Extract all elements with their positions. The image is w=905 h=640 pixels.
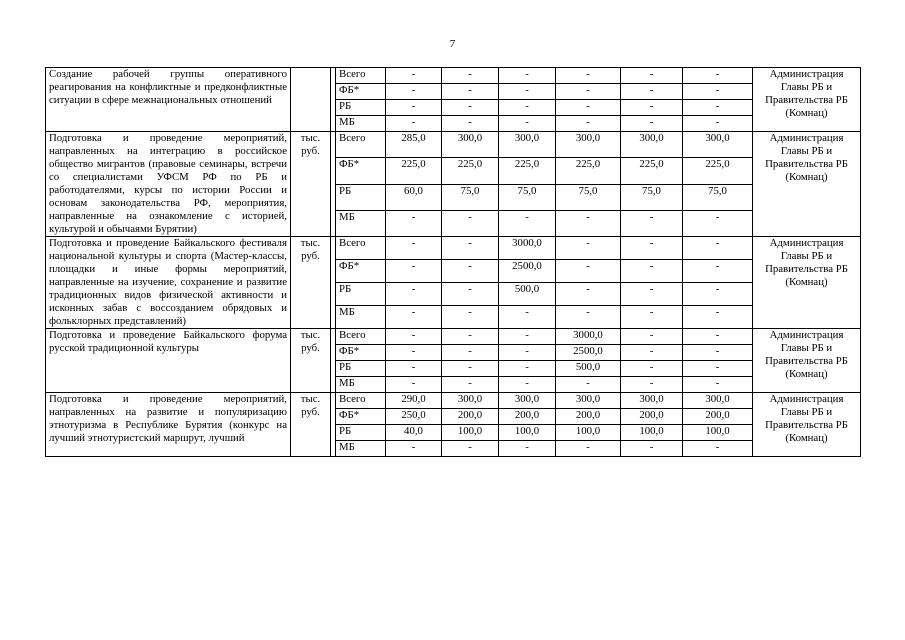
amount-cell: - — [683, 306, 753, 329]
unit-cell: тыс. руб. — [291, 237, 331, 329]
amount-cell: 250,0 — [386, 409, 442, 425]
funding-source: Всего — [336, 132, 386, 158]
amount-cell: 300,0 — [556, 393, 621, 409]
amount-cell: - — [442, 329, 499, 345]
amount-cell: - — [621, 329, 683, 345]
amount-cell: 300,0 — [499, 393, 556, 409]
table-row — [46, 68, 861, 84]
amount-cell: - — [621, 84, 683, 100]
amount-cell: 40,0 — [386, 425, 442, 441]
activity-description: Подготовка и проведение Байкальского фестиваля национальной культуры и спорта (Мастер-классы, площадки и иные формы мероприятий, направленные на изучение, сохранение и развитие традиционных видов физической активности и исконных забав с воссозданием обрядовых и фольклорных представлений) — [46, 237, 291, 329]
amount-cell: - — [442, 260, 499, 283]
amount-cell: - — [386, 84, 442, 100]
amount-cell: - — [556, 68, 621, 84]
amount-cell: - — [386, 260, 442, 283]
amount-cell: 75,0 — [621, 184, 683, 210]
table-row — [46, 393, 861, 409]
funding-source: Всего — [336, 329, 386, 345]
amount-cell: - — [683, 345, 753, 361]
amount-cell: 200,0 — [621, 409, 683, 425]
amount-cell: 300,0 — [442, 132, 499, 158]
amount-cell: 225,0 — [556, 158, 621, 184]
amount-cell: - — [683, 283, 753, 306]
funding-source: Всего — [336, 68, 386, 84]
amount-cell: 300,0 — [621, 393, 683, 409]
amount-cell: - — [442, 377, 499, 393]
amount-cell: - — [442, 361, 499, 377]
funding-source: МБ — [336, 441, 386, 457]
amount-cell: 75,0 — [442, 184, 499, 210]
amount-cell: 300,0 — [683, 393, 753, 409]
amount-cell: - — [683, 329, 753, 345]
amount-cell: - — [556, 377, 621, 393]
responsible-executor: Администрация Главы РБ и Правительства РБ (Комнац) — [753, 393, 861, 457]
amount-cell: - — [621, 345, 683, 361]
funding-source: Всего — [336, 237, 386, 260]
activity-description: Подготовка и проведение мероприятий, направленных на интеграцию в российское общество мигрантов (правовые семинары, встречи со специалистами УФСМ РФ по РБ и работодателями, курсы по истории России и основам законодательства РФ, мероприятия, направленные на ознакомление с историей, культурой и обычаями Бурятии) — [46, 132, 291, 237]
funding-source: РБ — [336, 100, 386, 116]
amount-cell: - — [683, 68, 753, 84]
amount-cell: 300,0 — [683, 132, 753, 158]
amount-cell: 300,0 — [556, 132, 621, 158]
amount-cell: 300,0 — [499, 132, 556, 158]
amount-cell: - — [556, 237, 621, 260]
table-row — [46, 237, 861, 260]
funding-source: РБ — [336, 425, 386, 441]
amount-cell: 3000,0 — [499, 237, 556, 260]
amount-cell: - — [386, 361, 442, 377]
amount-cell: - — [386, 100, 442, 116]
amount-cell: - — [621, 306, 683, 329]
amount-cell: 75,0 — [499, 184, 556, 210]
amount-cell: 100,0 — [442, 425, 499, 441]
amount-cell: 200,0 — [683, 409, 753, 425]
funding-source: ФБ* — [336, 158, 386, 184]
amount-cell: - — [442, 210, 499, 236]
unit-cell: тыс. руб. — [291, 393, 331, 457]
amount-cell: - — [621, 260, 683, 283]
unit-cell: тыс. руб. — [291, 132, 331, 237]
activity-description: Подготовка и проведение мероприятий, направленных на развитие и популяризацию этнотуризма в Республике Бурятия (конкурс на лучший этнотуристский маршрут, лучший — [46, 393, 291, 457]
amount-cell: - — [556, 441, 621, 457]
amount-cell: 100,0 — [683, 425, 753, 441]
amount-cell: - — [621, 361, 683, 377]
amount-cell: - — [683, 377, 753, 393]
amount-cell: 300,0 — [621, 132, 683, 158]
amount-cell: - — [621, 100, 683, 116]
amount-cell: - — [386, 377, 442, 393]
amount-cell: - — [386, 116, 442, 132]
amount-cell: - — [683, 237, 753, 260]
funding-source: МБ — [336, 306, 386, 329]
amount-cell: - — [556, 210, 621, 236]
amount-cell: - — [621, 116, 683, 132]
amount-cell: - — [499, 100, 556, 116]
amount-cell: 225,0 — [499, 158, 556, 184]
amount-cell: - — [499, 84, 556, 100]
funding-source: РБ — [336, 184, 386, 210]
amount-cell: - — [499, 68, 556, 84]
unit-cell: тыс. руб. — [291, 329, 331, 393]
responsible-executor: Администрация Главы РБ и Правительства РБ (Комнац) — [753, 237, 861, 329]
amount-cell: - — [683, 100, 753, 116]
activity-description: Подготовка и проведение Байкальского форума русской традиционной культуры — [46, 329, 291, 393]
amount-cell: - — [386, 210, 442, 236]
amount-cell: 100,0 — [556, 425, 621, 441]
amount-cell: 2500,0 — [499, 260, 556, 283]
amount-cell: - — [442, 84, 499, 100]
budget-table — [45, 67, 861, 457]
responsible-executor: Администрация Главы РБ и Правительства РБ (Комнац) — [753, 68, 861, 132]
amount-cell: - — [386, 345, 442, 361]
amount-cell: - — [499, 329, 556, 345]
amount-cell: - — [683, 116, 753, 132]
funding-source: ФБ* — [336, 345, 386, 361]
amount-cell: - — [621, 237, 683, 260]
page-number: 7 — [449, 38, 456, 50]
amount-cell: 75,0 — [683, 184, 753, 210]
amount-cell: - — [386, 237, 442, 260]
amount-cell: - — [442, 441, 499, 457]
amount-cell: 225,0 — [621, 158, 683, 184]
amount-cell: - — [683, 210, 753, 236]
funding-source: ФБ* — [336, 260, 386, 283]
amount-cell: - — [621, 283, 683, 306]
amount-cell: 100,0 — [499, 425, 556, 441]
amount-cell: - — [442, 283, 499, 306]
amount-cell: - — [556, 260, 621, 283]
amount-cell: 200,0 — [442, 409, 499, 425]
amount-cell: - — [386, 283, 442, 306]
amount-cell: - — [621, 377, 683, 393]
amount-cell: - — [499, 116, 556, 132]
amount-cell: - — [442, 237, 499, 260]
amount-cell: 500,0 — [499, 283, 556, 306]
amount-cell: 225,0 — [386, 158, 442, 184]
amount-cell: 290,0 — [386, 393, 442, 409]
amount-cell: 225,0 — [683, 158, 753, 184]
amount-cell: 100,0 — [621, 425, 683, 441]
amount-cell: - — [386, 441, 442, 457]
funding-source: РБ — [336, 361, 386, 377]
responsible-executor: Администрация Главы РБ и Правительства РБ (Комнац) — [753, 329, 861, 393]
responsible-executor: Администрация Главы РБ и Правительства РБ (Комнац) — [753, 132, 861, 237]
amount-cell: 3000,0 — [556, 329, 621, 345]
funding-source: РБ — [336, 283, 386, 306]
amount-cell: - — [683, 84, 753, 100]
amount-cell: - — [683, 260, 753, 283]
activity-description: Создание рабочей группы оперативного реагирования на конфликтные и предконфликтные ситуации в сфере межнациональных отношений — [46, 68, 291, 132]
amount-cell: 285,0 — [386, 132, 442, 158]
amount-cell: 60,0 — [386, 184, 442, 210]
amount-cell: 200,0 — [556, 409, 621, 425]
funding-source: ФБ* — [336, 409, 386, 425]
amount-cell: 2500,0 — [556, 345, 621, 361]
amount-cell: - — [442, 116, 499, 132]
amount-cell: - — [556, 116, 621, 132]
amount-cell: - — [499, 306, 556, 329]
amount-cell: - — [556, 100, 621, 116]
amount-cell: - — [442, 306, 499, 329]
amount-cell: - — [556, 283, 621, 306]
amount-cell: - — [556, 306, 621, 329]
amount-cell: - — [442, 100, 499, 116]
table-row — [46, 132, 861, 158]
amount-cell: - — [621, 441, 683, 457]
funding-source: Всего — [336, 393, 386, 409]
amount-cell: 300,0 — [442, 393, 499, 409]
funding-source: МБ — [336, 377, 386, 393]
table-row — [46, 329, 861, 345]
amount-cell: 75,0 — [556, 184, 621, 210]
amount-cell: 200,0 — [499, 409, 556, 425]
amount-cell: - — [386, 329, 442, 345]
amount-cell: 225,0 — [442, 158, 499, 184]
amount-cell: - — [499, 441, 556, 457]
funding-source: МБ — [336, 210, 386, 236]
amount-cell: - — [621, 210, 683, 236]
amount-cell: - — [499, 377, 556, 393]
amount-cell: - — [556, 84, 621, 100]
amount-cell: - — [499, 345, 556, 361]
amount-cell: - — [683, 441, 753, 457]
funding-source: МБ — [336, 116, 386, 132]
amount-cell: - — [386, 68, 442, 84]
funding-source: ФБ* — [336, 84, 386, 100]
amount-cell: - — [442, 345, 499, 361]
amount-cell: - — [442, 68, 499, 84]
unit-cell — [291, 68, 331, 132]
amount-cell: - — [621, 68, 683, 84]
amount-cell: 500,0 — [556, 361, 621, 377]
amount-cell: - — [499, 361, 556, 377]
amount-cell: - — [499, 210, 556, 236]
amount-cell: - — [683, 361, 753, 377]
amount-cell: - — [386, 306, 442, 329]
